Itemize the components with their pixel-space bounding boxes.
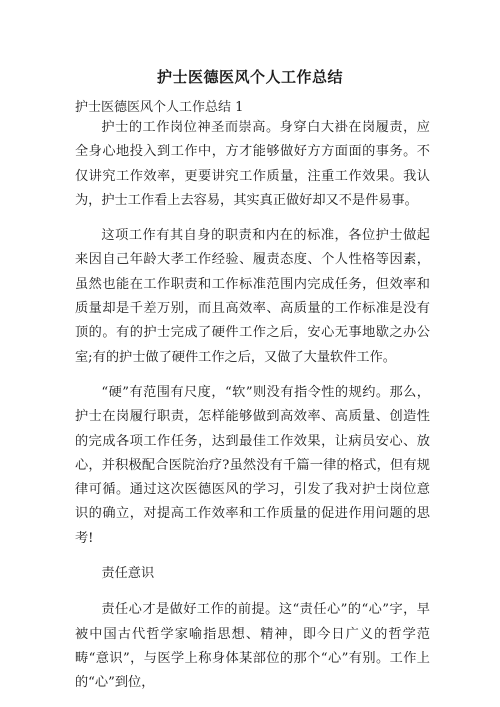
- document-subtitle: 护士医德医风个人工作总结 1: [75, 100, 244, 115]
- paragraph: “硬”有范围有尺度，“软”则没有指令性的规约。那么，护士在岗履行职责，怎样能够做到高效率、高质量、创造性的完成各项工作任务，达到最佳工作效果，让病员安心、放心，并积极配合医院治疗?虽然没有千篇一律的格式，但有规律可循。通过这次医德医风的学习，引发了我对护士岗位意识的确立，对提高工作效率和工作质量的促进作用问题的思考!: [75, 384, 430, 546]
- paragraph: 这项工作有其自身的职责和内在的标准，各位护士做起来因自己年龄大孝工作经验、履责态度、个人性格等因素，虽然也能在工作职责和工作标准范围内完成任务，但效率和质量却是千差万别，而且高效率、高质量的工作标准是没有顶的。有的护士完成了硬件工作之后，安心无事地歇之办公室;有的护士做了硬件工作之后，又做了大量软件工作。: [75, 228, 430, 365]
- document-body: [75, 116, 430, 707]
- paragraph: 责任心才是做好工作的前提。这“责任心”的“心”字，早被中国古代哲学家喻指思想、精神，即今日广义的哲学范畴“意识”，与医学上称身体某部位的那个“心”有别。工作上的“心”到位，: [75, 602, 430, 691]
- paragraph: 护士的工作岗位神圣而崇高。身穿白大褂在岗履责，应全身心地投入到工作中，方才能够做好方方面面的事务。不仅讲究工作效率，更要讲究工作质量，注重工作效果。我认为，护士工作看上去容易，其实真正做好却又不是件易事。: [75, 120, 430, 208]
- section-heading: 责任意识: [101, 566, 155, 582]
- document-title: 护士医德医风个人工作总结: [156, 68, 343, 86]
